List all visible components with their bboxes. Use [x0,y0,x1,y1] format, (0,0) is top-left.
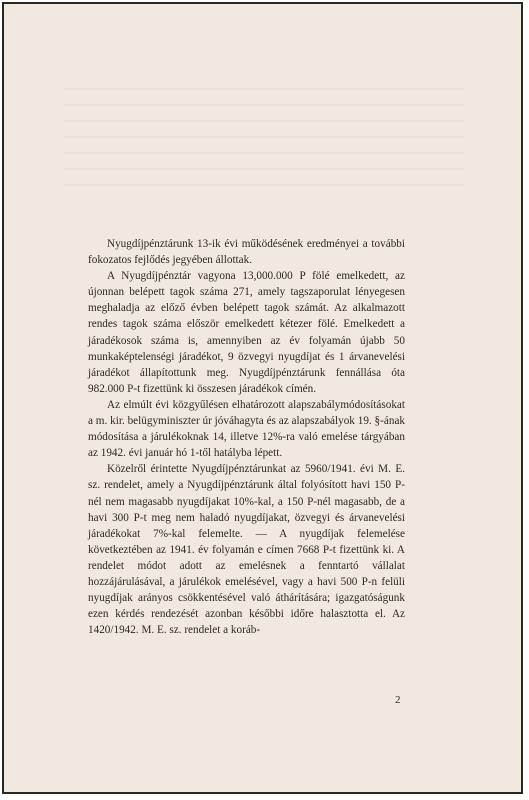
faded-bleed-through [64,74,464,194]
body-text [88,236,405,638]
document-page [2,2,523,794]
paragraph-4: Közelről érintette Nyugdíjpénztárunkat az 5960/1941. évi M. E. sz. rendelet, amely a Nyugdíjpénztárunk által folyósított havi 150 P-nél nem magasabb nyugdíjakat 10%-kal, a 150 P-nél magasabb, de a havi 300 P-t meg nem haladó nyugdíjakat, özvegyi és árvanevelési járadékokat 7%-kal felemelte. — A nyugdíjak felemelése következtében az 1941. év folyamán e címen 7668 P-t fizettünk ki. A rendelet módot adott az emelésnek a fenntartó vállalat hozzájárulásával, a járulékok emelésével, vagy a havi 500 P-n felüli nyugdíjak arányos csökkentésével való áthárítására; igazgatóságunk ezen kérdés rendezését azonban későbbi időre halasztotta el. Az 1420/1942. M. E. sz. rendelet a koráb- [88,463,405,637]
paragraph-3: Az elmúlt évi közgyűlésen elhatározott alapszabálymódosításokat a m. kir. belügyminiszter úr jóváhagyta és az alapszabályok 19. §-ának módosítása a járulékoknak 14, illetve 12%-ra való emelése tárgyában az 1942. évi január hó 1-től hatályba lépett. [88,398,405,460]
paragraph-1: Nyugdíjpénztárunk 13-ik évi működésének eredményei a további fokozatos fejlődés jegyében állottak. [88,238,405,267]
page-number: 2 [395,694,401,706]
paragraph-2: A Nyugdíjpénztár vagyona 13,000.000 P fölé emelkedett, az újonnan belépett tagok száma 271, amely tagszaporulat lényegesen meghaladja az előző évben belépett tagok számát. Az alkalmazott rendes tagok száma először emelkedett kétezer fölé. Emelkedett a járadékosok száma is, amennyiben az év folyamán újabb 50 munkaképtelenségi járadékot, 9 özvegyi nyugdíjat és 1 árvanevelési járadékot állapítottunk meg. Nyugdíjpénztárunk fennállása óta 982.000 P-t fizettünk ki összesen járadékok címén. [88,270,405,395]
